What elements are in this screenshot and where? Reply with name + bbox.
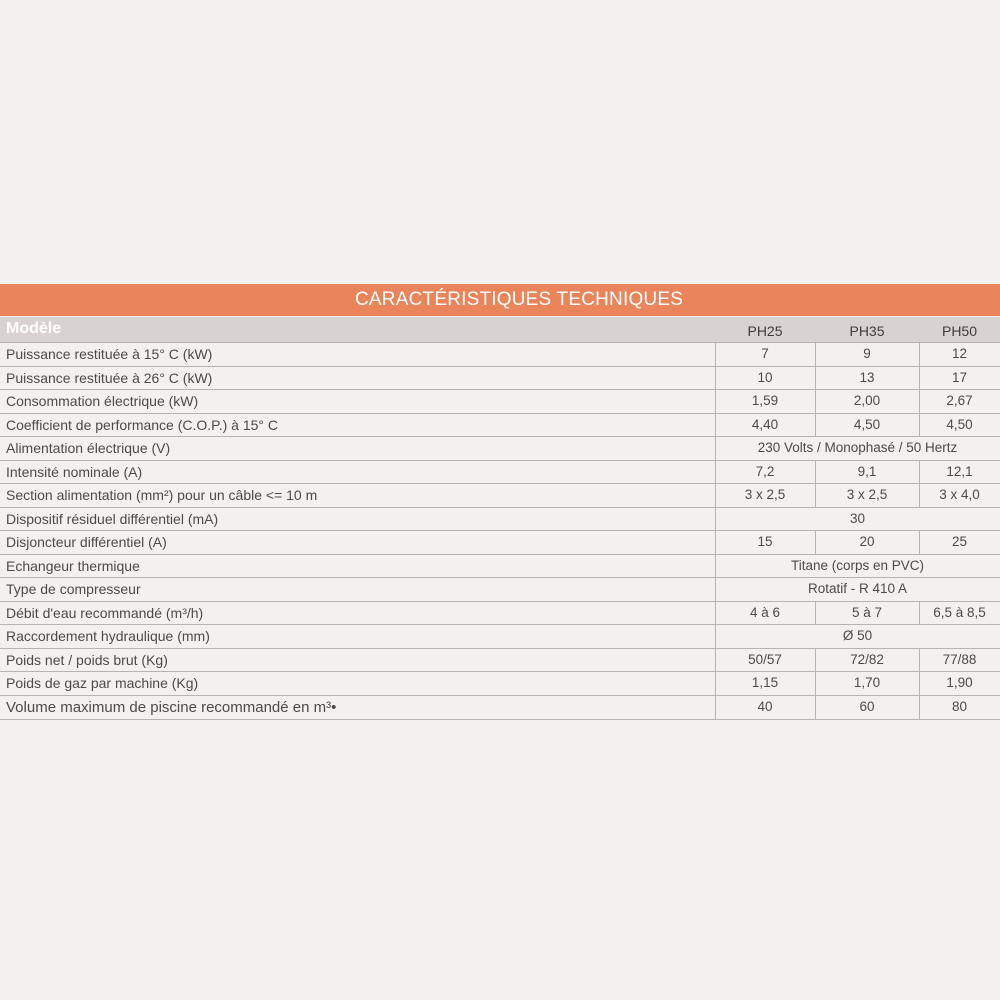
- table-row: [0, 342, 1000, 366]
- shared-value: 30: [849, 510, 866, 526]
- model-ph50-header: PH50: [941, 323, 978, 339]
- table-row: [0, 460, 1000, 484]
- model-ph35-header: PH35: [849, 323, 885, 339]
- table-row: [0, 554, 1000, 578]
- row-label: Coefficient de performance (C.O.P.) à 15° C: [6, 416, 278, 433]
- value-ph50: 1,90: [946, 675, 973, 690]
- shared-value: 230 Volts / Monophasé / 50 Hertz: [757, 440, 958, 455]
- value-ph25: 3 x 2,5: [744, 487, 786, 502]
- table-row: [0, 366, 1000, 390]
- value-ph25: 4,40: [751, 416, 779, 432]
- value-ph25: 15: [757, 534, 773, 549]
- row-label: Volume maximum de piscine recommandé en m³•: [6, 698, 337, 716]
- row-label: Poids de gaz par machine (Kg): [6, 675, 199, 691]
- row-label: Consommation électrique (kW): [6, 393, 199, 409]
- value-ph35: 3 x 2,5: [846, 487, 888, 502]
- model-ph25-header: PH25: [747, 323, 783, 339]
- row-label: Disjoncteur différentiel (A): [6, 534, 167, 550]
- row-label: Echangeur thermique: [6, 557, 140, 574]
- table-title: CARACTÉRISTIQUES TECHNIQUES: [355, 289, 684, 310]
- value-ph35: 20: [859, 534, 875, 549]
- row-label: Puissance restituée à 26° C (kW): [6, 369, 213, 386]
- table-bottom-rule: [0, 719, 1000, 720]
- value-ph35: 9: [863, 346, 871, 361]
- row-label: Type de compresseur: [6, 581, 141, 597]
- value-ph50: 2,67: [946, 393, 973, 408]
- value-ph50: 3 x 4,0: [939, 487, 980, 502]
- row-label: Alimentation électrique (V): [6, 440, 171, 456]
- value-ph35: 9,1: [857, 463, 877, 479]
- table-row: [0, 389, 1000, 413]
- value-ph50: 17: [951, 369, 968, 385]
- value-ph25: 7: [761, 346, 769, 361]
- table-row: [0, 648, 1000, 672]
- shared-value: Ø 50: [842, 628, 873, 643]
- value-ph35: 4,50: [853, 416, 881, 432]
- value-ph50: 4,50: [946, 416, 973, 432]
- table-row: [0, 695, 1000, 719]
- value-ph50: 25: [951, 534, 968, 549]
- value-ph35: 72/82: [850, 651, 884, 667]
- row-label: Intensité nominale (A): [6, 463, 143, 480]
- value-ph50: 12,1: [946, 463, 973, 479]
- value-ph25: 50/57: [748, 651, 782, 667]
- value-ph35: 13: [859, 369, 875, 385]
- model-column-label: Modèle: [6, 320, 62, 337]
- value-ph35: 5 à 7: [851, 604, 883, 620]
- value-ph50: 80: [951, 698, 968, 714]
- table-row: [0, 507, 1000, 531]
- table-row: [0, 436, 1000, 460]
- value-ph50: 77/88: [942, 651, 977, 667]
- value-ph35: 2,00: [853, 393, 881, 408]
- value-ph35: 60: [859, 698, 875, 714]
- value-ph50: 6,5 à 8,5: [933, 604, 986, 620]
- table-row: [0, 577, 1000, 601]
- table-row: [0, 413, 1000, 437]
- row-label: Raccordement hydraulique (mm): [6, 628, 210, 644]
- row-label: Puissance restituée à 15° C (kW): [6, 346, 213, 362]
- table-row: [0, 601, 1000, 625]
- table-title-band: [0, 284, 1000, 316]
- row-label: Débit d'eau recommandé (m³/h): [6, 604, 204, 621]
- table-row: [0, 671, 1000, 695]
- value-ph25: 1,15: [751, 675, 779, 690]
- row-label: Dispositif résiduel différentiel (mA): [6, 510, 219, 527]
- shared-value: Rotatif - R 410 A: [807, 581, 908, 596]
- table-row: [0, 483, 1000, 507]
- value-ph25: 10: [757, 369, 773, 385]
- row-label: Section alimentation (mm²) pour un câble <= 10 m: [6, 487, 318, 503]
- table-header-row: [0, 316, 1000, 343]
- technical-specifications-table: [0, 284, 1000, 720]
- value-ph25: 7,2: [755, 463, 775, 479]
- value-ph35: 1,70: [853, 675, 881, 690]
- value-ph25: 1,59: [751, 393, 779, 408]
- table-row: [0, 624, 1000, 648]
- value-ph25: 4 à 6: [749, 604, 781, 620]
- value-ph50: 12: [951, 346, 968, 361]
- table-row: [0, 530, 1000, 554]
- row-label: Poids net / poids brut (Kg): [6, 651, 168, 668]
- shared-value: Titane (corps en PVC): [790, 557, 925, 573]
- value-ph25: 40: [757, 698, 773, 714]
